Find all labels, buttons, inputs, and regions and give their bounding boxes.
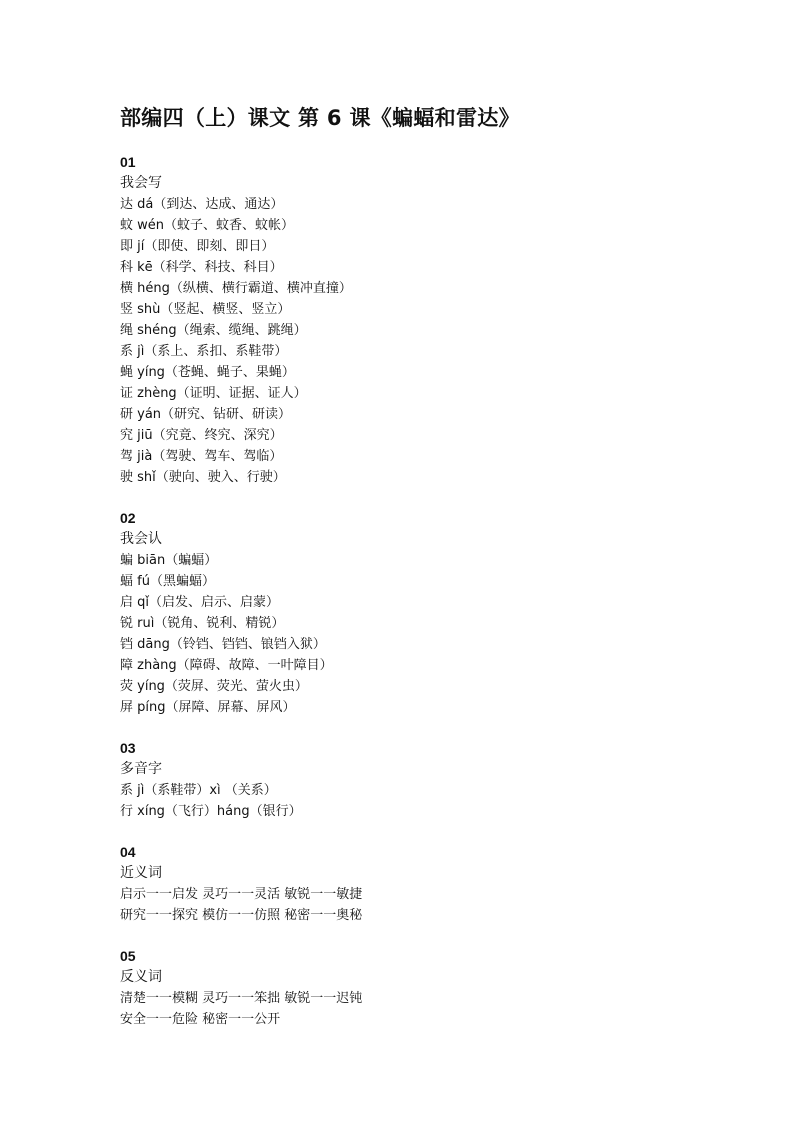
vocab-entry: 即 jí（即使、即刻、即日）	[120, 239, 275, 254]
vocab-entry: 锐 ruì（锐角、锐利、精锐）	[120, 616, 285, 631]
vocab-entry: 蝙 biān（蝙蝠）	[120, 553, 218, 568]
section-polyphones	[120, 738, 760, 822]
vocab-entry: 蝠 fú（黑蝙蝠）	[120, 574, 215, 589]
section-synonyms	[120, 842, 760, 926]
section-number: 02	[120, 510, 136, 526]
word-pair-line: 启示一一启发 灵巧一一灵活 敏锐一一敏捷	[120, 887, 363, 902]
section-heading: 近义词	[120, 865, 162, 881]
vocab-entry: 绳 shéng（绳索、缆绳、跳绳）	[120, 323, 307, 338]
vocab-entry: 铛 dāng（铃铛、铛铛、锒铛入狱）	[120, 637, 326, 652]
document-page	[120, 100, 760, 1030]
vocab-entry: 蝇 yíng（苍蝇、蝇子、果蝇）	[120, 365, 295, 380]
vocab-entry: 究 jiū（究竟、终究、深究）	[120, 428, 283, 443]
vocab-entry: 蚊 wén（蚊子、蚊香、蚊帐）	[120, 218, 295, 233]
section-heading: 我会认	[120, 531, 162, 547]
vocab-entry: 科 kē（科学、科技、科目）	[120, 260, 283, 275]
vocab-entry: 行 xíng（飞行）háng（银行）	[120, 804, 302, 819]
section-heading: 多音字	[120, 761, 162, 777]
vocab-entry: 竖 shù（竖起、横竖、竖立）	[120, 302, 291, 317]
vocab-entry: 达 dá（到达、达成、通达）	[120, 197, 284, 212]
section-heading: 我会写	[120, 175, 162, 191]
vocab-entry: 证 zhèng（证明、证据、证人）	[120, 386, 307, 401]
section-recognize	[120, 508, 760, 718]
vocab-entry: 系 jì（系鞋带）xì （关系）	[120, 783, 277, 798]
section-number: 04	[120, 844, 136, 860]
section-number: 01	[120, 154, 136, 170]
word-pair-line: 安全一一危险 秘密一一公开	[120, 1012, 281, 1027]
vocab-entry: 研 yán（研究、钻研、研读）	[120, 407, 292, 422]
section-antonyms	[120, 946, 760, 1030]
vocab-entry: 驾 jià（驾驶、驾车、驾临）	[120, 449, 283, 464]
word-pair-line: 研究一一探究 模仿一一仿照 秘密一一奥秘	[120, 908, 363, 923]
vocab-entry: 屏 píng（屏障、屏幕、屏风）	[120, 700, 296, 715]
section-number: 05	[120, 948, 136, 964]
vocab-entry: 障 zhàng（障碍、故障、一叶障目）	[120, 658, 333, 673]
vocab-entry: 启 qǐ（启发、启示、启蒙）	[120, 595, 279, 610]
word-pair-line: 清楚一一模糊 灵巧一一笨拙 敏锐一一迟钝	[120, 991, 363, 1006]
document-title: 部编四（上）课文 第 6 课《蝙蝠和雷达》	[120, 106, 520, 130]
vocab-entry: 驶 shǐ（驶向、驶入、行驶）	[120, 470, 286, 485]
section-heading: 反义词	[120, 969, 162, 985]
section-number: 03	[120, 740, 136, 756]
vocab-entry: 横 héng（纵横、横行霸道、横冲直撞）	[120, 281, 352, 296]
section-write	[120, 152, 760, 488]
vocab-entry: 系 jì（系上、系扣、系鞋带）	[120, 344, 288, 359]
vocab-entry: 荧 yíng（荧屏、荧光、萤火虫）	[120, 679, 308, 694]
